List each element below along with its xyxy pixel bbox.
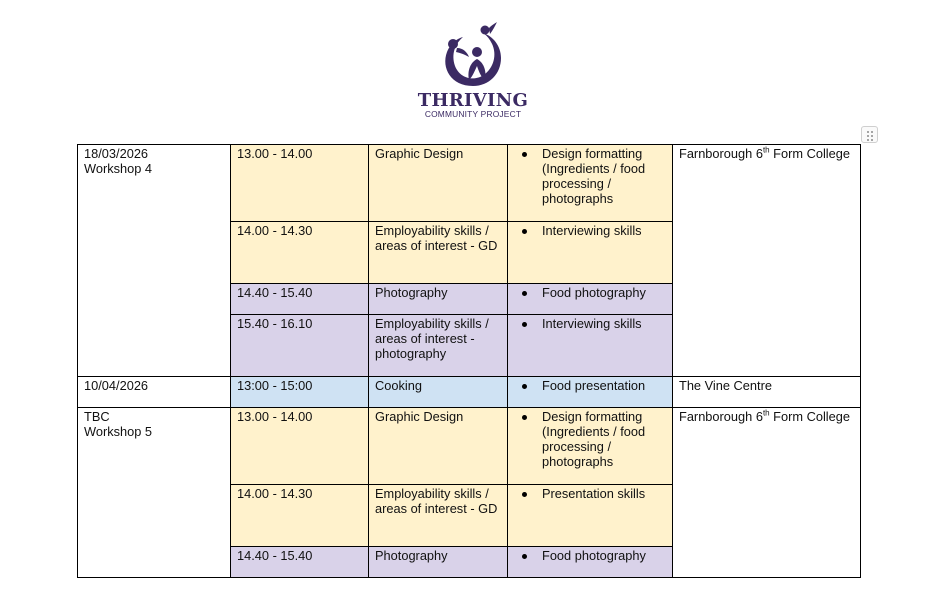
time-cell: 14.00 - 14.30 [231,222,369,284]
detail-cell [508,284,673,315]
table-row [78,408,861,485]
location-text: Farnborough 6 [679,409,763,424]
date-cell [78,145,231,377]
session-date: 18/03/2026 [84,146,149,161]
subject-cell: Employability skills / areas of interest - GD [369,485,508,547]
table-move-handle-icon[interactable] [861,126,878,143]
detail-bullet: Food photography [514,548,666,563]
detail-cell [508,145,673,222]
thriving-logo [405,22,541,126]
detail-bullet: Interviewing skills [514,223,666,238]
detail-cell [508,377,673,408]
location-sup: th [762,145,770,155]
detail-bullet: Presentation skills [514,486,666,501]
location-text-end: Form College [769,409,850,424]
detail-cell [508,222,673,284]
session-date: TBC [84,409,110,424]
time-cell: 13.00 - 14.00 [231,408,369,485]
time-cell: 13.00 - 14.00 [231,145,369,222]
time-cell: 14.40 - 15.40 [231,547,369,578]
detail-cell [508,315,673,377]
time-cell: 15.40 - 16.10 [231,315,369,377]
time-cell: 14.40 - 15.40 [231,284,369,315]
detail-bullet: Design formatting (Ingredients / food processing / photographs [514,146,666,206]
thriving-emblem-icon [433,22,513,92]
time-cell: 14.00 - 14.30 [231,485,369,547]
location-sup: th [762,408,770,418]
location-cell: The Vine Centre [673,377,861,408]
table-row [78,377,861,408]
date-cell [78,408,231,578]
detail-bullet: Design formatting (Ingredients / food processing / photographs [514,409,666,469]
time-cell: 13:00 - 15:00 [231,377,369,408]
logo-subtitle-text: COMMUNITY PROJECT [424,109,522,119]
date-cell: 10/04/2026 [78,377,231,408]
location-text: Farnborough 6 [679,146,763,161]
subject-cell: Photography [369,547,508,578]
workshop-schedule-table [77,144,861,578]
detail-cell [508,408,673,485]
subject-cell: Employability skills / areas of interest - photography [369,315,508,377]
table-row [78,145,861,222]
detail-cell [508,547,673,578]
location-cell [673,408,861,578]
detail-bullet: Food photography [514,285,666,300]
location-text-end: Form College [769,146,850,161]
subject-cell: Employability skills / areas of interest - GD [369,222,508,284]
logo-brand-text: THRIVING [417,90,529,111]
subject-cell: Cooking [369,377,508,408]
session-label: Workshop 4 [84,161,153,176]
detail-bullet: Food presentation [514,378,666,393]
subject-cell: Graphic Design [369,145,508,222]
detail-cell [508,485,673,547]
detail-bullet: Interviewing skills [514,316,666,331]
subject-cell: Graphic Design [369,408,508,485]
session-label: Workshop 5 [84,424,153,439]
location-cell [673,145,861,377]
subject-cell: Photography [369,284,508,315]
